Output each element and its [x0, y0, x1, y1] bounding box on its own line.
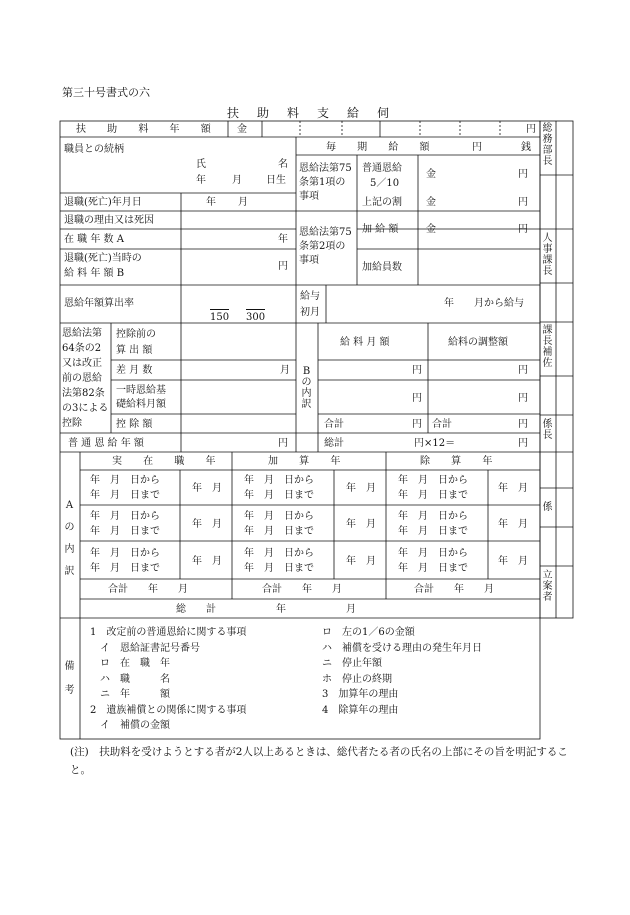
retire-year: 年	[206, 197, 216, 208]
service-years-unit: 年	[278, 234, 288, 245]
b2-from: 年 月 日から	[244, 511, 314, 522]
gokei-b2: 合計	[432, 419, 452, 430]
maiki-sen: 銭	[521, 142, 531, 153]
ichiji-2: 礎給料月額	[116, 399, 166, 410]
onkyu75-1-label: 恩給法第75条第1項の事項	[299, 163, 352, 202]
a-breakdown-label: Aの内訳	[64, 500, 75, 577]
ichiji-1: 一時恩給基	[116, 385, 166, 396]
bikou-right-item: ロ 左の1／6の金額	[322, 627, 415, 638]
jitsu-zaishoku-header: 実 在 職 年	[112, 456, 225, 467]
stamp-hosa: 課長補佐	[542, 325, 553, 369]
birth-month: 月	[232, 175, 242, 186]
bikou-right-item: ニ 停止年額	[322, 658, 382, 669]
mei-label: 名	[278, 159, 288, 170]
shi-label: 氏	[196, 159, 206, 170]
kasan-header: 加 算 年	[268, 456, 350, 467]
salary-label-2: 給 料 年 額 B	[64, 268, 125, 279]
retire-date-label: 退職(死亡)年月日	[64, 197, 142, 208]
rate-denom-2: 300	[246, 309, 265, 324]
yen-jouki: 円	[518, 197, 528, 208]
yen-75-1: 円	[518, 169, 528, 180]
bikou-left	[90, 625, 246, 734]
kyuyo-from: 年 月から給与	[444, 298, 524, 309]
jogai-header: 除 算 年	[420, 456, 502, 467]
kasan-in-label: 加給員数	[362, 262, 402, 273]
service-years-label: 在 職 年 数 A	[64, 234, 124, 245]
c1-from: 年 月 日から	[398, 475, 468, 486]
c1-to: 年 月 日まで	[398, 490, 468, 501]
b1-to: 年 月 日まで	[244, 490, 314, 501]
bikou-left-item: 2 遺族補償との関係に関する事項	[90, 704, 247, 716]
c2-nm: 年 月	[498, 519, 528, 530]
footnote: (注) 扶助料を受けようとする者が2人以上あるときは、総代者たる者の氏名の上部にその旨を明記すること。	[70, 746, 568, 776]
page-title: 扶助料支給伺	[227, 106, 408, 120]
a1-to: 年 月 日まで	[90, 490, 160, 501]
a2-to: 年 月 日まで	[90, 526, 160, 537]
koujo-mae-1: 控除前の	[116, 329, 156, 340]
bikou-right-item: ホ 停止の終期	[322, 673, 392, 685]
sagetsu-unit: 月	[280, 365, 290, 376]
yen-b2: 円	[518, 365, 528, 376]
form-number: 第三十号書式の六	[62, 86, 150, 99]
birth-day: 日生	[266, 175, 286, 186]
c1-nm: 年 月	[498, 483, 528, 494]
a3-nm: 年 月	[192, 556, 222, 567]
bikou-right-item: ハ 補償を受ける理由の発生年月日	[322, 642, 482, 654]
koujo-mae-2: 算 出 額	[116, 345, 153, 356]
koujo-group-label: 恩給法第64条の2又は改正前の恩給法第82条の3による控除	[62, 328, 109, 429]
kin-75-1: 金	[426, 169, 436, 180]
c3-nm: 年 月	[498, 556, 528, 567]
stamp-rian: 立案者	[542, 570, 553, 603]
stamp-kakaricho: 係長	[542, 419, 553, 441]
times12: 円×12＝	[414, 438, 456, 449]
relation-label: 職員との続柄	[64, 144, 124, 155]
bikou-left-item: イ 補償の金額	[90, 720, 170, 731]
retire-month: 月	[238, 197, 248, 208]
gokei-zaishoku: 合計 年 月	[108, 584, 188, 595]
kin-jouki: 金	[426, 197, 436, 208]
gokei-kasan: 合計 年 月	[262, 584, 342, 595]
c2-to: 年 月 日まで	[398, 526, 468, 537]
b2-nm: 年 月	[346, 519, 376, 530]
jouki-label: 上記の割	[362, 197, 402, 208]
soukei-a: 総 計 年 月	[176, 604, 356, 615]
kyuyo-label-1: 給与	[300, 291, 320, 302]
gokei-b1: 合計	[324, 419, 344, 430]
kyuyo-label-2: 初月	[300, 307, 320, 318]
rate-label: 恩給年額算出率	[64, 298, 134, 309]
c2-from: 年 月 日から	[398, 511, 468, 522]
sagetsu-label: 差 月 数	[116, 365, 153, 376]
futsu-onkyu-label: 普通恩給	[362, 163, 402, 174]
a1-nm: 年 月	[192, 483, 222, 494]
kasan-label: 加 給 額	[362, 224, 399, 235]
futsu-onkyu-nengaku: 普 通 恩 給 年 額	[68, 438, 144, 449]
bikou-right-item: 3 加算年の理由	[322, 689, 399, 700]
bikou-left-item: ニ 年 額	[90, 689, 170, 700]
kin-label: 金	[237, 124, 247, 135]
futsu-yen: 円	[278, 438, 288, 449]
soukei-label: 総計	[324, 438, 344, 449]
rate-denom-1: 150	[210, 309, 229, 324]
b1-from: 年 月 日から	[244, 475, 314, 486]
b2-to: 年 月 日まで	[244, 526, 314, 537]
bikou-left-item: イ 恩給証書記号番号	[90, 642, 200, 654]
yen-b5: 円	[412, 419, 422, 430]
yen-b6: 円	[518, 419, 528, 430]
bikou-right-item: 4 除算年の理由	[322, 704, 399, 716]
gokei-jogai: 合計 年 月	[414, 584, 494, 595]
bikou-left-item: ロ 在 職 年	[90, 658, 170, 669]
kyuryo-getsu-label: 給 料 月 額	[340, 337, 390, 348]
stamp-kakari: 係	[542, 502, 553, 513]
b3-from: 年 月 日から	[244, 548, 314, 559]
a2-nm: 年 月	[192, 519, 222, 530]
retire-reason-label: 退職の理由又は死因	[64, 215, 154, 226]
b-breakdown-label: Bの内訳	[301, 366, 312, 410]
bikou-left-item: 1 改定前の普通恩給に関する事項	[90, 627, 247, 638]
salary-yen: 円	[278, 261, 288, 272]
maiki-yen: 円	[472, 142, 482, 153]
bikou-label: 備考	[64, 661, 75, 696]
c3-from: 年 月 日から	[398, 548, 468, 559]
yen-b4: 円	[518, 393, 528, 404]
a1-from: 年 月 日から	[90, 475, 160, 486]
b1-nm: 年 月	[346, 483, 376, 494]
koujogaku-label: 控 除 額	[116, 419, 153, 430]
b3-to: 年 月 日まで	[244, 563, 314, 574]
amount-label: 扶 助 料 年 額	[76, 124, 220, 135]
a2-from: 年 月 日から	[90, 511, 160, 522]
b3-nm: 年 月	[346, 556, 376, 567]
maiki-label: 毎 期 給 額	[326, 142, 439, 153]
a3-from: 年 月 日から	[90, 548, 160, 559]
salary-label-1: 退職(死亡)当時の	[64, 253, 142, 264]
yen-b7: 円	[518, 438, 528, 449]
bikou-right	[322, 625, 482, 718]
chosei-label: 給料の調整額	[448, 337, 508, 348]
stamp-jinji: 人事課長	[542, 233, 553, 277]
bikou-left-item: ハ 職 名	[90, 673, 170, 685]
kin-kasan: 金	[426, 224, 436, 235]
yen-b1: 円	[412, 365, 422, 376]
onkyu75-2-label: 恩給法第75条第2項の事項	[299, 227, 352, 266]
yen-b3: 円	[412, 393, 422, 404]
birth-year: 年	[196, 175, 206, 186]
a3-to: 年 月 日まで	[90, 563, 160, 574]
stamp-soumu: 総務部長	[542, 123, 553, 167]
yen-label: 円	[526, 124, 536, 135]
five-tenths: 5／10	[370, 178, 400, 189]
c3-to: 年 月 日まで	[398, 563, 468, 574]
yen-kasan: 円	[518, 224, 528, 235]
